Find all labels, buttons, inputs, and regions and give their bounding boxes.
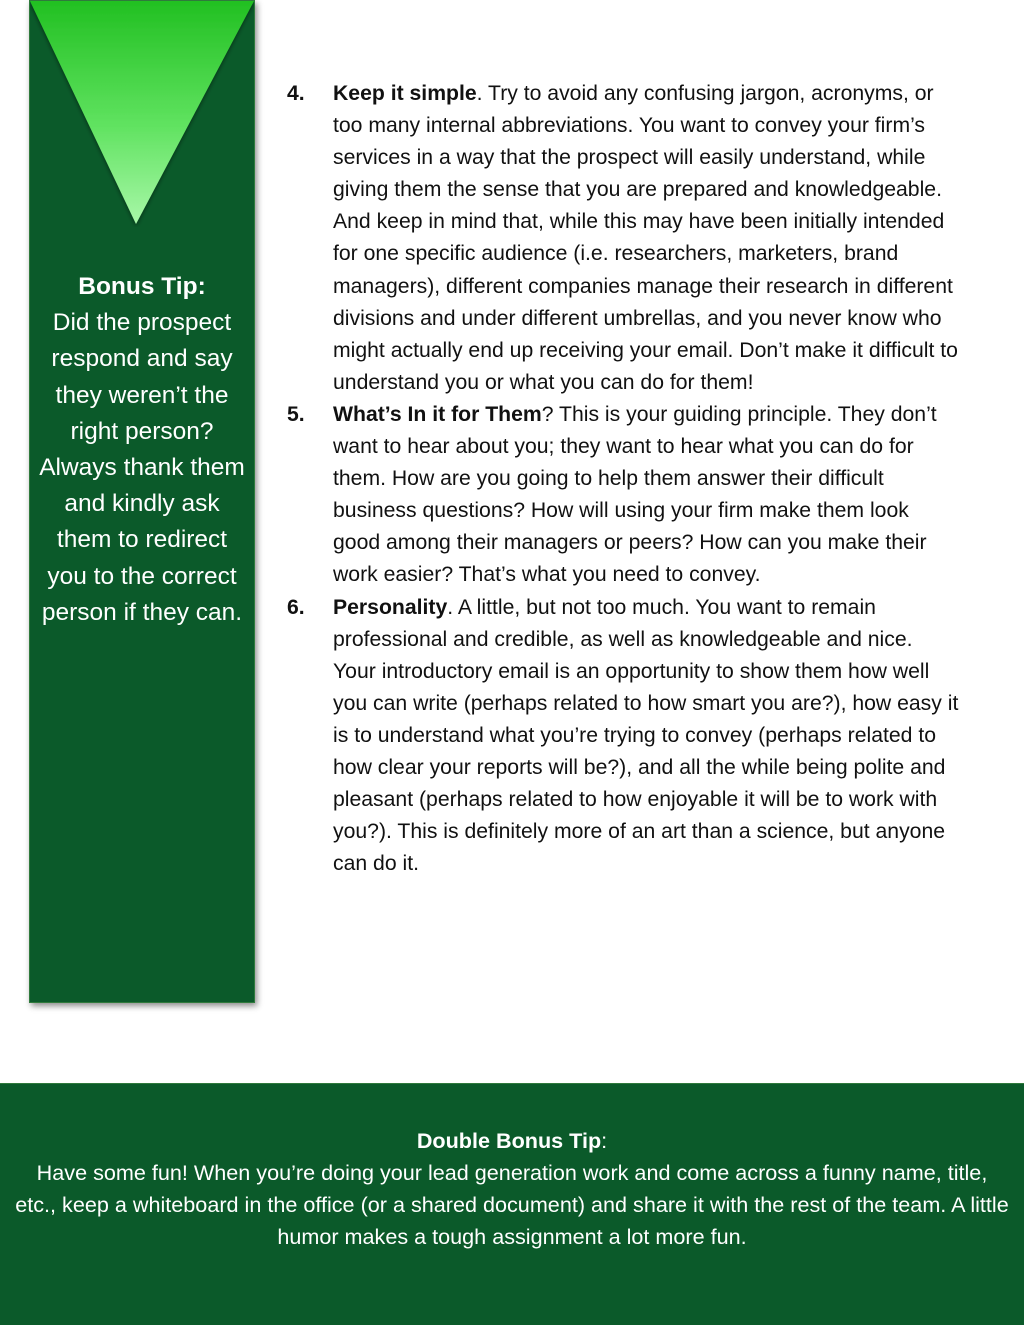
bonus-tip-text [38, 269, 246, 631]
list-item-number: 4. [287, 82, 305, 105]
bonus-tip-body: Did the prospect respond and say they weren’t the right person? Always thank them and kindly ask them to redirect you to the correct person if they can. [39, 309, 245, 626]
list-item [287, 78, 959, 399]
double-bonus-tip-banner [0, 1083, 1024, 1325]
list-item [287, 592, 959, 881]
list-item-text: ? This is your guiding principle. They don’t want to hear about you; they want to hear what you can do for them. How are you going to help them answer their difficult business questions? How will using your firm make them look good among their managers or peers? How can you make their work easier? That’s what you need to convey. [333, 402, 937, 587]
list-item-text: . A little, but not too much. You want to remain professional and credible, as well as knowledgeable and nice. Your introductory email is an opportunity to show them how well you can write (perhaps related to how smart you are?), how easy it is to understand what you’re trying to convey (perhaps related to how clear your reports will be?), and all the while being polite and pleasant (perhaps related to how enjoyable it will be to work with you?). This is definitely more of an art than a science, but anyone can do it. [333, 595, 959, 876]
list-item-text: . Try to avoid any confusing jargon, acronyms, or too many internal abbreviations. You want to convey your firm’s services in a way that the prospect will easily understand, while giving them the sense that you are prepared and knowledgeable. And keep in mind that, while this may have been initially intended for one specific audience (i.e. researchers, marketers, brand managers), different companies manage their research in different divisions and under different umbrellas, and you never know who might actually end up receiving your email. Don’t make it difficult to understand you or what you can do for them! [333, 82, 958, 394]
list-item-term: Personality [333, 595, 448, 619]
double-bonus-tip-title: Double Bonus Tip [416, 1128, 602, 1153]
double-bonus-tip-body: Have some fun! When you’re doing your lead generation work and come across a funny name, title, etc., keep a whiteboard in the office (or a shared document) and share it with the rest of the team. A little humor makes a tough assignment a lot more fun. [15, 1160, 1009, 1250]
bonus-tip-sidebar [29, 0, 255, 1003]
double-bonus-tip-heading [14, 1125, 1010, 1157]
list-item-term: What’s In it for Them [333, 402, 542, 426]
double-bonus-tip-colon: : [601, 1128, 608, 1153]
list-item [287, 399, 959, 592]
double-bonus-tip-content [14, 1125, 1010, 1253]
bonus-tip-title: Bonus Tip: [78, 273, 206, 300]
list-item-number: 6. [287, 595, 305, 619]
down-triangle-icon [30, 1, 254, 227]
list-item-number: 5. [287, 402, 305, 426]
tips-list [287, 78, 959, 880]
list-item-term: Keep it simple [333, 82, 477, 105]
